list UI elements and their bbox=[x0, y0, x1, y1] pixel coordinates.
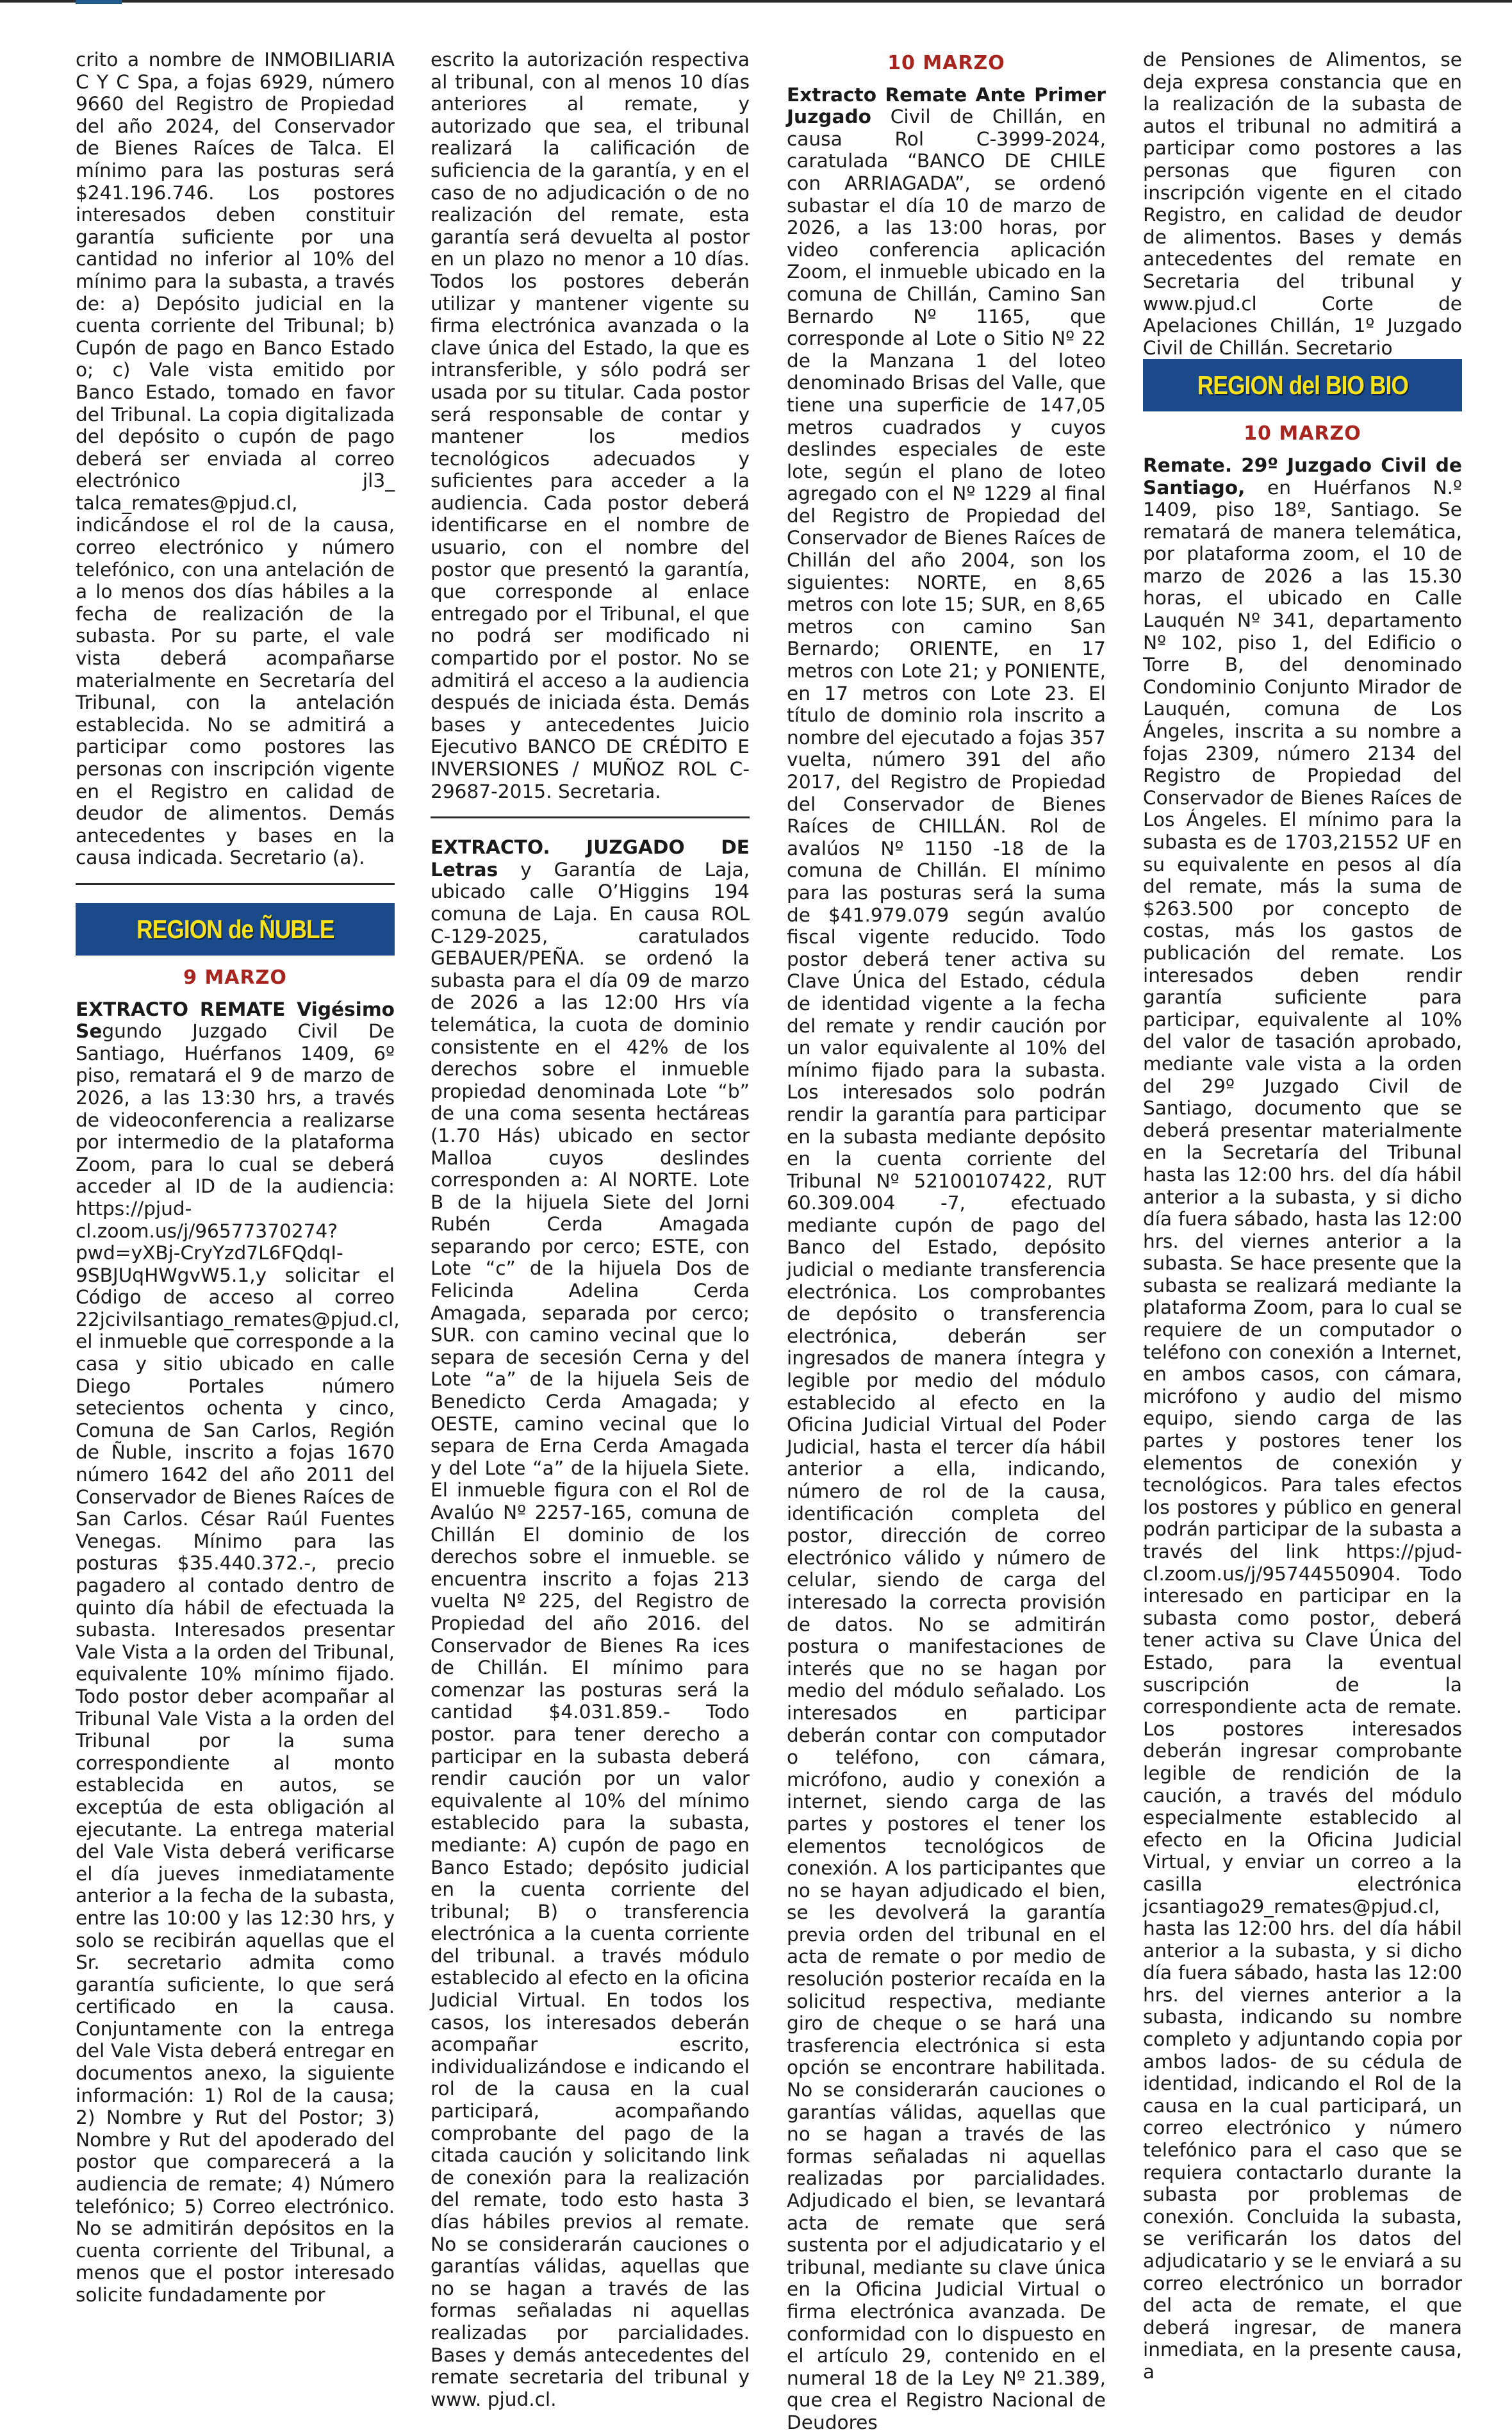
section-divider bbox=[431, 816, 750, 818]
paragraph: crito a nombre de INMOBILIARIA C Y C Spa, a fojas 6929, número 9660 del Registro de Propiedad del año 2024, del Conservador de Bienes Raíces de Talca. El mínimo para las posturas será $241.196.746. Los postores interesados deben constituir garantía suficiente por una cantidad no inferior al 10% del mínimo para la subasta, a través de: a) Depósito judicial en la cuenta corriente del Tribunal; b) Cupón de pago en Banco Estado o; c) Vale vista emitido por Banco Estado, tomado en favor del Tribunal. La copia digitalizada del depósito o cupón de pago deberá ser enviada al correo electrónico jl3_ talca_remates@pjud.cl, indicándose el rol de la causa, correo electrónico y número telefónico, con una antelación de a lo menos dos días hábiles a la fecha de realización de la subasta. Por su parte, el vale vista deberá acompañarse materialmente en Secretaría del Tribunal, con la antelación establecida. No se admitirá a participar como postores las personas con inscripción vigente en el Registro en calidad de deudor de alimentos. Demás antecedentes y bases en la causa indicada. Secretario (a). bbox=[76, 49, 395, 869]
paragraph: de Pensiones de Alimentos, se deja expresa constancia que en la realización de la subasta de autos el tribunal no admitirá a participar como postores a las personas que figuren con inscripción vigente en el citado Registro, en calidad de deudor de alimentos. Bases y demás antecedentes del remate en Secretaria del tribunal y www.pjud.cl Corte de Apelaciones Chillán, 1º Juzgado Civil de Chillán. Secretario bbox=[1143, 49, 1462, 359]
column-2 bbox=[431, 49, 750, 2410]
notice-body: y Garantía de Laja, ubicado calle O’Higgins 194 comuna de Laja. En causa ROL C-129-2025, caratulados GEBAUER/PEÑA. se ordenó la subasta para el día 09 de marzo de 2026 a las 12:00 Hrs vía telemática, la cuota de dominio consistente en el 42% de los derechos sobre el inmueble propiedad denominada Lote “b” de una coma sesenta hectáreas (1.70 Hás) ubicado en sector Malloa cuyos deslindes corresponden a: Al NORTE. Lote B de la hijuela Siete del Jorni Rubén Cerda Amagada separando por cerco; ESTE, con Lote “c” de la hijuela Dos de Felicinda Adelina Cerda Amagada, separada por cerco; SUR. con camino vecinal que lo separa de secesión Cerna y del Lote “a” de la hijuela Seis de Benedicto Cerda Amagada; y OESTE, camino vecinal que lo separa de Erna Cerda Amagada y del Lote “a” de la hijuela Siete. El inmueble figura con el Rol de Avalúo Nº 2257-165, comuna de Chillán El dominio de los derechos sobre el inmueble. se encuentra inscrito a fojas 213 vuelta Nº 225, del Registro de Propiedad del año 2016. del Conservador de Bienes Ra ices de Chillán. EI mínimo para comenzar las posturas será la cantidad $4.031.859.- Todo postor. para tener derecho a participar en la subasta deberá rendir caución por un valor equivalente al 10% del mínimo establecido para la subasta, mediante: A) cupón de pago en Banco Estado; depósito judicial en la cuenta corriente del tribunal; B) o transferencia electrónica a la cuenta corriente del tribunal. a través módulo establecido al efecto en la oficina Judicial Virtual. En todos los casos, los interesados deberán acompañar escrito, individualizándose e indicando el rol de la causa en la cual participará, acompañando comprobante del pago de la citada caución y solicitando link de conexión para la realización del remate, todo esto hasta 3 días hábiles previos al remate. No se considerarán cauciones o garantías válidas, aquellas que no se hagan a través de las formas señaladas ni aquellas realizadas por parcialidades. Bases y demás antecedentes del remate secretaria del tribunal y www. pjud.cl. bbox=[431, 858, 750, 2410]
notice-body: gundo Juzgado Civil De Santiago, Huérfanos 1409, 6º piso, rematará el 9 de marzo de 2026, a las 13:30 hrs, a través de videoconferencia a realizarse por intermedio de la plataforma Zoom, para lo cual se deberá acceder al ID de la audiencia: https://pjud-cl.zoom.us/j/96577370274?pwd=yXBj-CryYzd7L6FQdqI-9SBJUqHWgvW5.1,y solicitar el Código de acceso al correo 22jcivilsantiago_remates@pjud.cl, el inmueble que corresponde a la casa y sitio ubicado en calle Diego Portales número setecientos ochenta y cinco, Comuna de San Carlos, Región de Ñuble, inscrito a fojas 1670 número 1642 del año 2011 del Conservador de Bienes Raíces de San Carlos. César Raúl Fuentes Venegas. Mínimo para las posturas $35.440.372.-, precio pagadero al contado dentro de quinto día hábil de efectuada la subasta. Interesados presentar Vale Vista a la orden del Tribunal, equivalente 10% mínimo fijado. Todo postor deber acompañar al Tribunal Vale Vista a la orden del Tribunal por la suma correspondiente al monto establecida en autos, se exceptúa de esta obligación al ejecutante. La entrega material del Vale Vista deberá verificarse el día jueves inmediatamente anterior a la fecha de la subasta, entre las 10:00 y las 12:30 hrs, y solo se recibirán aquellas que el Sr. secretario admita como garantía suficiente, lo que será certificado en la causa. Conjuntamente con la entrega del Vale Vista deberá entregar en documentos anexo, la siguiente información: 1) Rol de la causa; 2) Nombre y Rut del Postor; 3) Nombre y Rut del apoderado del postor que comparecerá a la audiencia de remate; 4) Número telefónico; 5) Correo electrónico. No se admitirán depósitos en la cuenta corriente del Tribunal, a menos que el postor interesado solicite fundadamente por bbox=[76, 1020, 400, 2306]
section-divider bbox=[76, 883, 395, 885]
auction-notice bbox=[787, 84, 1106, 2434]
notice-lead: EXTRACTO. JUZGADO DE Letras bbox=[431, 836, 750, 881]
region-title: REGION de ÑUBLE bbox=[136, 914, 334, 944]
continued-text bbox=[76, 49, 395, 869]
continued-text bbox=[431, 49, 750, 802]
notice-lead: EXTRACTO REMATE Vigésimo Se bbox=[76, 998, 395, 1043]
column-3 bbox=[787, 49, 1106, 2434]
auction-notice bbox=[1143, 454, 1462, 2383]
date-heading: 9 MARZO bbox=[183, 966, 287, 989]
auction-notice bbox=[431, 836, 750, 2410]
region-banner bbox=[1143, 359, 1462, 411]
continued-text bbox=[1143, 49, 1462, 359]
top-rule-tab bbox=[76, 0, 122, 4]
notice-lead: Extracto Remate Ante Primer Juzgado bbox=[787, 83, 1106, 128]
auction-notice bbox=[76, 998, 400, 2306]
notice-lead: Remate. 29º Juzgado Civil de Santiago, bbox=[1143, 454, 1462, 499]
column-4 bbox=[1143, 49, 1462, 2383]
notice-body: Civil de Chillán, en causa Rol C-3999-2024, caratulada “BANCO DE CHILE con ARRIAGADA”, se ordenó subastar el día 10 de marzo de 2026, a las 13:00 horas, por video conferencia aplicación Zoom, el inmueble ubicado en la comuna de Chillán, Camino San Bernardo Nº 1165, que corresponde al Lote o Sitio Nº 22 de la Manzana 1 del loteo denominado Brisas del Valle, que tiene una superficie de 147,05 metros cuadrados y cuyos deslindes especiales de este lote, según el plano de loteo agregado con el Nº 1229 al final del Registro de Propiedad del Conservador de Bienes Raíces de Chillán del año 2004, son los siguientes: NORTE, en 8,65 metros con lote 15; SUR, en 8,65 metros con camino San Bernardo; ORIENTE, en 17 metros con Lote 21; y PONIENTE, en 17 metros con Lote 23. El título de dominio rola inscrito a nombre del ejecutado a fojas 357 vuelta, número 391 del año 2017, del Registro de Propiedad del Conservador de Bienes Raíces de CHILLÁN. Rol de avalúos Nº 1150 -18 de la comuna de Chillán. El mínimo para las posturas será la suma de $41.979.079 según avalúo fiscal vigente reducido. Todo postor deberá tener activa su Clave Única del Estado, cédula de identidad vigente a la fecha del remate y rendir caución por un valor equivalente al 10% del mínimo fijado para la subasta. Los interesados solo podrán rendir la garantía para participar en la subasta mediante depósito en la cuenta corriente del Tribunal Nº 52100107422, RUT 60.309.004 -7, efectuado mediante cupón de pago del Banco del Estado, depósito judicial o mediante transferencia electrónica. Los comprobantes de depósito o transferencia electrónica, deberán ser ingresados de manera íntegra y legible por medio del módulo establecido al efecto en la Oficina Judicial Virtual del Poder Judicial, hasta el tercer día hábil anterior a ella, indicando, número de rol de la causa, identificación completa del postor, dirección de correo electrónico válido y número de celular, siendo de carga del interesado la correcta provisión de datos. No se admitirán postura o manifestaciones de interés que no se hagan por medio del módulo señalado. Los interesados en participar deberán contar con computador o teléfono, con cámara, micrófono, audio y conexión a internet, siendo carga de las partes y postores el tener los elementos tecnológicos de conexión. A los participantes que no se hayan adjudicado el bien, se les devolverá la garantía previa orden del tribunal en el acta de remate o por medio de resolución posterior recaída en la solicitud respectiva, mediante giro de cheque o se hará una trasferencia electrónica si esta opción se encontrare habilitada. No se considerarán cauciones o garantías válidas, aquellas que no se hagan a través de las formas señaladas ni aquellas realizadas por parcialidades. Adjudicado el bien, se levantará acta de remate que será sustenta por el adjudicatario y el tribunal, mediante su clave única en la Oficina Judicial Virtual o firma electrónica avanzada. De conformidad con lo dispuesto en el artículo 29, contenido en el numeral 18 de la Ley Nº 21.389, que crea el Registro Nacional de Deudores bbox=[787, 106, 1106, 2433]
region-title: REGION del BIO BIO bbox=[1197, 370, 1408, 401]
column-1 bbox=[76, 49, 400, 2306]
notice-body: en Huérfanos N.º 1409, piso 18º, Santiago. Se rematará de manera telemática, por plataforma zoom, el 10 de marzo de 2026 a las 15.30 horas, el ubicado en Calle Lauquén Nº 341, departamento Nº 102, piso 1, del Edificio o Torre B, del denominado Condominio Conjunto Mirador de Lauquén, comuna de Los Ángeles, inscrita a su nombre a fojas 2309, número 2134 del Registro de Propiedad del Conservador de Bienes Raíces de Los Ángeles. El mínimo para la subasta es de 1703,21552 UF en su equivalente en pesos al día del remate, más la suma de $263.500 por concepto de costas, más los gastos de publicación del remate. Los interesados deben rendir garantía suficiente para participar, equivalente al 10% del valor de tasación aprobado, mediante vale vista a la orden del 29º Juzgado Civil de Santiago, documento que se deberá presentar materialmente en la Secretaría del Tribunal hasta las 12:00 hrs. del día hábil anterior a la subasta, y si dicho día fuera sábado, hasta las 12:00 hrs. del viernes anterior a la subasta. Se hace presente que la subasta se realizará mediante la plataforma Zoom, para lo cual se requiere de un computador o teléfono con conexión a Internet, en ambos casos, con cámara, micrófono y audio del mismo equipo, siendo carga de las partes y postores tener los elementos de conexión y tecnológicos. Para tales efectos los postores y público en general podrán participar de la subasta a través del link https://pjud-cl.zoom.us/j/95744550904. Todo interesado en participar en la subasta como postor, deberá tener activa su Clave Única del Estado, para la eventual suscripción de la correspondiente acta de remate. Los postores interesados deberán ingresar comprobante legible de rendición de la caución, a través del módulo especialmente establecido al efecto en la Oficina Judicial Virtual, y enviar un correo a la casilla electrónica jcsantiago29_remates@pjud.cl, hasta las 12:00 hrs. del día hábil anterior a la subasta, y si dicho día fuera sábado, hasta las 12:00 hrs. del viernes anterior a la subasta, indicando su nombre completo y adjuntando copia por ambos lados- de su cédula de identidad, indicando el Rol de la causa en la cual participará, un correo electrónico y número telefónico para el caso que se requiera contactarlo durante la subasta por problemas de conexión. Concluida la subasta, se verificarán los datos del adjudicatario y se le enviará a su correo electrónico un borrador del acta de remate, el que deberá ingresar, de manera inmediata, en la presente causa, a bbox=[1143, 476, 1462, 2383]
date-heading: 10 MARZO bbox=[887, 52, 1005, 74]
top-rule bbox=[0, 0, 1512, 3]
region-banner bbox=[76, 903, 395, 956]
date-heading: 10 MARZO bbox=[1244, 422, 1361, 445]
paragraph: escrito la autorización respectiva al tribunal, con al menos 10 días anteriores al remate, y autorizado que sea, el tribunal realizará la calificación de suficiencia de la garantía, y en el caso de no adjudicación o de no realización del remate, esta garantía será devuelta al postor en un plazo no menor a 10 días. Todos los postores deberán utilizar y mantener vigente su firma electrónica avanzada o la clave única del Estado, la que es intransferible, y sólo podrá ser usada por su titular. Cada postor será responsable de contar y mantener los medios tecnológicos adecuados y suficientes para acceder a la audiencia. Cada postor deberá identificarse en el nombre de usuario, con el nombre del postor que presentó la garantía, que corresponde al enlace entregado por el Tribunal, el que no podrá ser modificado ni compartido por el postor. No se admitirá el acceso a la audiencia después de iniciada ésta. Demás bases y antecedentes Juicio Ejecutivo BANCO DE CRÉDITO E INVERSIONES / MUÑOZ ROL C-29687-2015. Secretaria. bbox=[431, 49, 750, 802]
